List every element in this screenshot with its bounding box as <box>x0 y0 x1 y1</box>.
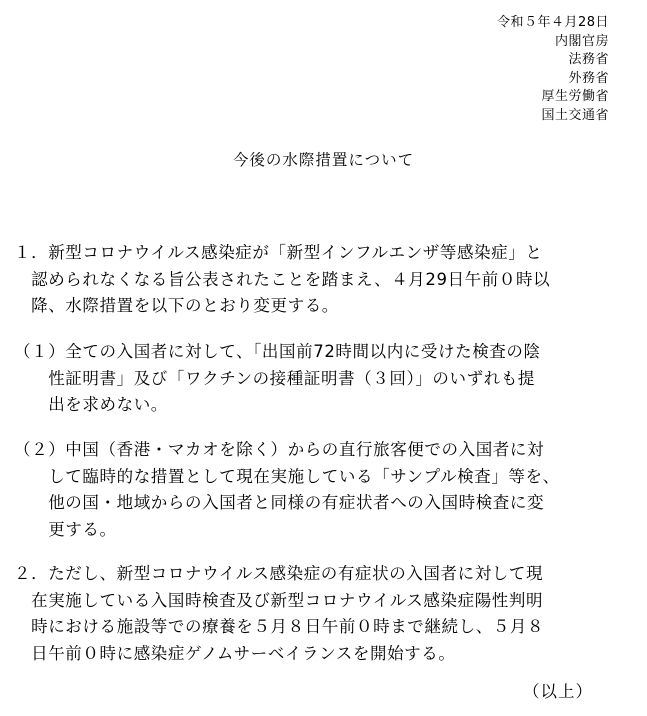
paragraph-line: （２）中国（香港・マカオを除く）からの直行旅客便での入国者に対 <box>14 440 545 459</box>
org-ministry-of-land: 国土交通省 <box>541 107 609 123</box>
org-ministry-of-health: 厚生労働省 <box>541 89 609 104</box>
org-ministry-of-justice: 法務省 <box>568 52 609 67</box>
paragraph-line: 時における施設等での療養を５月８日午前０時まで継続し、５月８ <box>14 617 545 636</box>
section-1-item-2 <box>14 437 560 543</box>
paragraph-line: 出を求めない。 <box>14 395 168 414</box>
paragraph-line: 更する。 <box>14 519 117 539</box>
paragraph-line: 他の国・地域からの入国者と同様の有症状者への入国時検査に変 <box>14 493 545 512</box>
page-title: 今後の水際措置について <box>232 151 415 169</box>
paragraph-line: 認められなくなる旨公表されたことを踏まえ、４月29日午前０時以 <box>14 269 551 289</box>
issue-date: 令和５年４月28日 <box>496 15 609 30</box>
paragraph-line: 日午前０時に感染症ゲノムサーベイランスを開始する。 <box>14 643 456 663</box>
section-1 <box>14 240 550 320</box>
paragraph-line: 降、水際措置を以下のとおり変更する。 <box>14 296 339 315</box>
org-cabinet-secretariat: 内閣官房 <box>554 33 609 49</box>
closing-mark: （以上） <box>523 682 593 701</box>
paragraph-line: １．新型コロナウイルス感染症が「新型インフルエンザ等感染症」と <box>14 243 543 262</box>
paragraph-line: して臨時的な措置として現在実施している「サンプル検査」等を、 <box>14 466 560 486</box>
section-2 <box>14 561 544 667</box>
section-1-item-1 <box>14 339 541 419</box>
org-ministry-of-foreign-affairs: 外務省 <box>568 70 609 86</box>
paragraph-line: 性証明書」及び「ワクチンの接種証明書（３回）」のいずれも提 <box>14 368 536 388</box>
paragraph-line: ２．ただし、新型コロナウイルス感染症の有症状の入国者に対して現 <box>14 564 544 583</box>
paragraph-line: （１）全ての入国者に対して、「出国前72時間以内に受けた検査の陰 <box>14 342 541 361</box>
paragraph-line: 在実施している入国時検査及び新型コロナウイルス感染症陽性判明 <box>14 590 544 610</box>
issuer-block <box>497 14 609 125</box>
